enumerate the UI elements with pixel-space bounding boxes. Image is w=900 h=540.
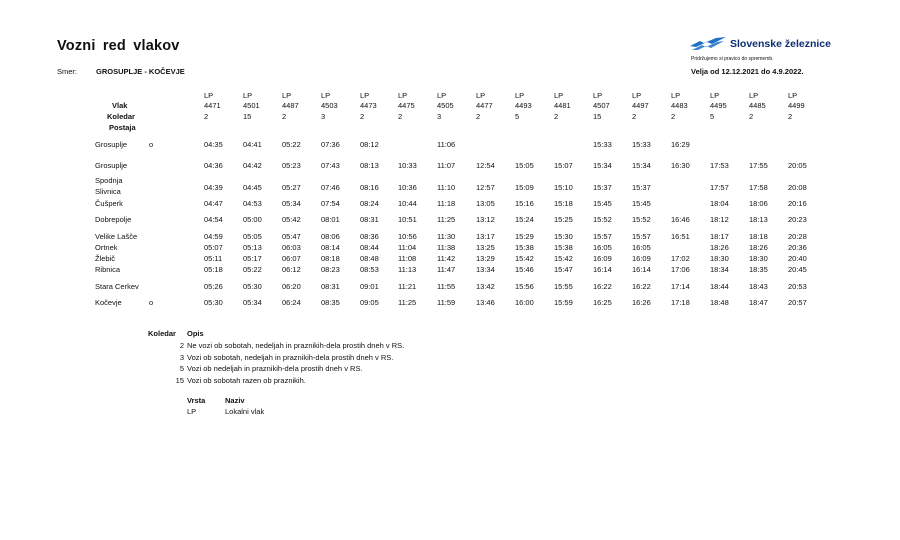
departure-time: 05:26 — [204, 282, 223, 291]
train-cal: 2 — [554, 112, 559, 121]
station-marker: o — [149, 298, 154, 307]
departure-time: 16:09 — [593, 254, 612, 263]
departure-time: 11:08 — [398, 254, 417, 263]
departure-time: 15:07 — [554, 161, 573, 170]
departure-time: 16:30 — [671, 161, 690, 170]
train-type: LP — [243, 91, 253, 100]
train-cal: 3 — [437, 112, 442, 121]
departure-time: 13:46 — [476, 298, 495, 307]
departure-time: 08:16 — [360, 183, 379, 192]
train-type: LP — [515, 91, 525, 100]
departure-time: 16:46 — [671, 215, 690, 224]
departure-time: 09:05 — [360, 298, 379, 307]
departure-time: 17:53 — [710, 161, 729, 170]
departure-time: 11:10 — [437, 183, 456, 192]
station-name: Grosuplje — [95, 161, 128, 170]
departure-time: 11:04 — [398, 243, 417, 252]
departure-time: 11:30 — [437, 232, 456, 241]
departure-time: 11:25 — [437, 215, 456, 224]
departure-time: 13:05 — [476, 199, 495, 208]
departure-time: 15:38 — [554, 243, 573, 252]
departure-time: 18:26 — [749, 243, 768, 252]
station-name: Kočevje — [95, 298, 122, 307]
train-type: LP — [476, 91, 486, 100]
departure-time: 05:17 — [243, 254, 262, 263]
departure-time: 16:14 — [593, 265, 612, 274]
station-name: Čušperk — [95, 199, 123, 208]
departure-time: 15:10 — [554, 183, 573, 192]
departure-time: 04:36 — [204, 161, 223, 170]
departure-time: 15:30 — [554, 232, 573, 241]
departure-time: 09:01 — [360, 282, 379, 291]
train-num: 4471 — [204, 101, 221, 110]
departure-time: 08:01 — [321, 215, 340, 224]
departure-time: 05:18 — [204, 265, 223, 274]
departure-time: 06:07 — [282, 254, 301, 263]
station-name: Ribnica — [95, 265, 121, 274]
departure-time: 04:59 — [204, 232, 223, 241]
departure-time: 04:47 — [204, 199, 223, 208]
departure-time: 07:36 — [321, 140, 340, 149]
departure-time: 16:26 — [632, 298, 651, 307]
train-num: 4487 — [282, 101, 299, 110]
departure-time: 18:47 — [749, 298, 768, 307]
departure-time: 05:34 — [282, 199, 301, 208]
departure-time: 17:06 — [671, 265, 690, 274]
departure-time: 18:44 — [710, 282, 729, 291]
departure-time: 20:05 — [788, 161, 807, 170]
train-type: LP — [671, 91, 681, 100]
departure-time: 04:39 — [204, 183, 223, 192]
departure-time: 11:42 — [437, 254, 456, 263]
departure-time: 04:54 — [204, 215, 223, 224]
departure-time: 20:45 — [788, 265, 807, 274]
departure-time: 15:29 — [515, 232, 534, 241]
departure-time: 15:57 — [632, 232, 651, 241]
departure-time: 08:23 — [321, 265, 340, 274]
legend-type-desc: Lokalni vlak — [225, 407, 265, 416]
train-cal: 15 — [593, 112, 602, 121]
departure-time: 11:55 — [437, 282, 456, 291]
departure-time: 15:55 — [554, 282, 573, 291]
departure-time: 05:34 — [243, 298, 262, 307]
departure-time: 05:42 — [282, 215, 301, 224]
departure-time: 08:14 — [321, 243, 340, 252]
train-num: 4493 — [515, 101, 532, 110]
departure-time: 18:35 — [749, 265, 768, 274]
departure-time: 15:38 — [515, 243, 534, 252]
direction-value: GROSUPLJE - KOČEVJE — [96, 67, 185, 76]
departure-time: 15:56 — [515, 282, 534, 291]
train-num: 4477 — [476, 101, 493, 110]
departure-time: 16:09 — [632, 254, 651, 263]
departure-time: 08:18 — [321, 254, 340, 263]
departure-time: 13:17 — [476, 232, 495, 241]
departure-time: 13:12 — [476, 215, 495, 224]
train-cal: 2 — [749, 112, 754, 121]
station-name: Grosuplje — [95, 140, 128, 149]
departure-time: 08:44 — [360, 243, 379, 252]
calendar-row-label: Koledar — [107, 112, 135, 121]
station-column-label: Postaja — [109, 123, 136, 132]
departure-time: 06:20 — [282, 282, 301, 291]
departure-time: 15:33 — [593, 140, 612, 149]
train-num: 4505 — [437, 101, 454, 110]
departure-time: 15:24 — [515, 215, 534, 224]
train-type: LP — [360, 91, 370, 100]
departure-time: 15:33 — [632, 140, 651, 149]
station-name-line2: Slivnica — [95, 187, 121, 196]
departure-time: 11:25 — [398, 298, 417, 307]
departure-time: 15:16 — [515, 199, 534, 208]
departure-time: 15:25 — [554, 215, 573, 224]
departure-time: 18:06 — [749, 199, 768, 208]
departure-time: 18:30 — [749, 254, 768, 263]
train-num: 4507 — [593, 101, 610, 110]
station-marker: o — [149, 140, 154, 149]
train-num: 4499 — [788, 101, 805, 110]
departure-time: 13:29 — [476, 254, 495, 263]
station-name: Spodnja — [95, 176, 123, 185]
train-cal: 15 — [243, 112, 252, 121]
train-cal: 2 — [476, 112, 481, 121]
train-cal: 2 — [632, 112, 637, 121]
departure-time: 08:36 — [360, 232, 379, 241]
departure-time: 17:02 — [671, 254, 690, 263]
page-title: Vozni red vlakov — [57, 38, 180, 54]
departure-time: 07:54 — [321, 199, 340, 208]
departure-time: 15:45 — [593, 199, 612, 208]
departure-time: 17:14 — [671, 282, 690, 291]
departure-time: 15:37 — [632, 183, 651, 192]
departure-time: 11:38 — [437, 243, 456, 252]
departure-time: 15:37 — [593, 183, 612, 192]
departure-time: 10:36 — [398, 183, 417, 192]
train-type: LP — [321, 91, 331, 100]
train-type: LP — [204, 91, 214, 100]
departure-time: 18:04 — [710, 199, 729, 208]
departure-time: 20:16 — [788, 199, 807, 208]
departure-time: 18:48 — [710, 298, 729, 307]
train-type: LP — [437, 91, 447, 100]
departure-time: 04:41 — [243, 140, 262, 149]
departure-time: 15:05 — [515, 161, 534, 170]
departure-time: 05:27 — [282, 183, 301, 192]
departure-time: 15:18 — [554, 199, 573, 208]
legend-calendar-desc: Vozi ob sobotah, nedeljah in praznikih-dela prostih dneh v RS. — [187, 352, 394, 362]
departure-time: 05:00 — [243, 215, 262, 224]
departure-time: 18:34 — [710, 265, 729, 274]
departure-time: 15:34 — [632, 161, 651, 170]
disclaimer-note: Pridržujemo si pravico do sprememb. — [691, 56, 774, 62]
departure-time: 18:17 — [710, 232, 729, 241]
departure-time: 08:53 — [360, 265, 379, 274]
train-type: LP — [749, 91, 759, 100]
departure-time: 20:28 — [788, 232, 807, 241]
departure-time: 05:11 — [204, 254, 223, 263]
departure-time: 04:45 — [243, 183, 262, 192]
departure-time: 08:13 — [360, 161, 379, 170]
legend-calendar-desc: Vozi ob sobotah razen ob praznikih. — [187, 375, 306, 385]
departure-time: 10:51 — [398, 215, 417, 224]
departure-time: 16:29 — [671, 140, 690, 149]
departure-time: 05:30 — [243, 282, 262, 291]
legend-calendar-desc: Ne vozi ob sobotah, nedeljah in praznikih-dela prostih dneh v RS. — [187, 341, 405, 350]
legend-calendar-code: 5 — [179, 364, 184, 373]
departure-time: 15:52 — [632, 215, 651, 224]
departure-time: 20:57 — [788, 298, 807, 307]
departure-time: 15:52 — [593, 215, 612, 224]
departure-time: 10:56 — [398, 232, 417, 241]
departure-time: 08:24 — [360, 199, 379, 208]
legend-calendar-code: 15 — [175, 375, 184, 385]
departure-time: 18:13 — [749, 215, 768, 224]
train-num: 4483 — [671, 101, 688, 110]
departure-time: 06:03 — [282, 243, 301, 252]
train-cal: 2 — [204, 112, 209, 121]
departure-time: 20:08 — [788, 183, 807, 192]
train-num: 4497 — [632, 101, 649, 110]
departure-time: 07:43 — [321, 161, 340, 170]
departure-time: 05:07 — [204, 243, 223, 252]
train-num: 4503 — [321, 101, 338, 110]
legend-calendar-desc-header: Opis — [187, 329, 204, 338]
departure-time: 12:57 — [476, 183, 495, 192]
departure-time: 08:06 — [321, 232, 340, 241]
departure-time: 15:45 — [632, 199, 651, 208]
train-row-label: Vlak — [112, 101, 128, 110]
departure-time: 10:44 — [398, 199, 417, 208]
railway-logo-icon — [690, 37, 726, 51]
departure-time: 16:22 — [632, 282, 651, 291]
departure-time: 05:30 — [204, 298, 223, 307]
station-name: Dobrepolje — [95, 215, 132, 224]
train-num: 4485 — [749, 101, 766, 110]
departure-time: 17:18 — [671, 298, 690, 307]
legend-type-code: LP — [187, 407, 197, 416]
departure-time: 08:48 — [360, 254, 379, 263]
departure-time: 16:05 — [593, 243, 612, 252]
departure-time: 11:47 — [437, 265, 456, 274]
departure-time: 20:40 — [788, 254, 807, 263]
train-num: 4473 — [360, 101, 377, 110]
train-num: 4495 — [710, 101, 727, 110]
departure-time: 12:54 — [476, 161, 495, 170]
departure-time: 18:30 — [710, 254, 729, 263]
departure-time: 05:05 — [243, 232, 262, 241]
brand-name: Slovenske železnice — [730, 38, 831, 50]
departure-time: 05:22 — [243, 265, 262, 274]
departure-time: 17:57 — [710, 183, 729, 192]
legend-calendar-code: 3 — [179, 352, 184, 362]
departure-time: 17:58 — [749, 183, 768, 192]
departure-time: 06:12 — [282, 265, 301, 274]
train-cal: 2 — [788, 112, 793, 121]
departure-time: 15:09 — [515, 183, 534, 192]
validity-period: Velja od 12.12.2021 do 4.9.2022. — [691, 67, 804, 76]
departure-time: 16:51 — [671, 232, 690, 241]
departure-time: 11:07 — [437, 161, 456, 170]
departure-time: 20:53 — [788, 282, 807, 291]
train-cal: 5 — [515, 112, 520, 121]
train-num: 4481 — [554, 101, 571, 110]
train-type: LP — [398, 91, 408, 100]
departure-time: 08:31 — [321, 282, 340, 291]
station-name: Stara Cerkev — [95, 282, 139, 291]
departure-time: 15:47 — [554, 265, 573, 274]
station-name: Žlebič — [95, 254, 116, 263]
departure-time: 17:55 — [749, 161, 768, 170]
train-cal: 2 — [398, 112, 403, 121]
legend-type-code-header: Vrsta — [187, 396, 206, 405]
train-cal: 2 — [282, 112, 287, 121]
departure-time: 18:43 — [749, 282, 768, 291]
legend-calendar-desc: Vozi ob nedeljah in praznikih-dela prostih dneh v RS. — [187, 364, 363, 373]
train-cal: 2 — [671, 112, 676, 121]
legend-type-desc-header: Naziv — [225, 396, 245, 405]
departure-time: 04:42 — [243, 161, 262, 170]
departure-time: 20:23 — [788, 215, 807, 224]
departure-time: 05:13 — [243, 243, 262, 252]
departure-time: 08:31 — [360, 215, 379, 224]
legend-calendar-code: 2 — [179, 341, 184, 350]
departure-time: 16:22 — [593, 282, 612, 291]
departure-time: 10:33 — [398, 161, 417, 170]
departure-time: 13:42 — [476, 282, 495, 291]
departure-time: 07:46 — [321, 183, 340, 192]
departure-time: 08:35 — [321, 298, 340, 307]
departure-time: 11:13 — [398, 265, 417, 274]
departure-time: 08:12 — [360, 140, 379, 149]
train-num: 4475 — [398, 101, 415, 110]
departure-time: 04:35 — [204, 140, 223, 149]
departure-time: 15:57 — [593, 232, 612, 241]
train-cal: 2 — [360, 112, 365, 121]
departure-time: 05:47 — [282, 232, 301, 241]
train-num: 4501 — [243, 101, 260, 110]
station-name: Velike Lašče — [95, 232, 138, 241]
departure-time: 16:25 — [593, 298, 612, 307]
train-cal: 5 — [710, 112, 715, 121]
departure-time: 05:23 — [282, 161, 301, 170]
train-type: LP — [282, 91, 292, 100]
train-type: LP — [632, 91, 642, 100]
departure-time: 16:14 — [632, 265, 651, 274]
departure-time: 06:24 — [282, 298, 301, 307]
train-cal: 3 — [321, 112, 326, 121]
departure-time: 05:22 — [282, 140, 301, 149]
departure-time: 20:36 — [788, 243, 807, 252]
departure-time: 11:18 — [437, 199, 456, 208]
departure-time: 18:18 — [749, 232, 768, 241]
departure-time: 18:12 — [710, 215, 729, 224]
departure-time: 13:34 — [476, 265, 495, 274]
departure-time: 15:42 — [554, 254, 573, 263]
departure-time: 04:53 — [243, 199, 262, 208]
departure-time: 15:59 — [554, 298, 573, 307]
brand-logo — [690, 37, 831, 51]
train-type: LP — [788, 91, 798, 100]
departure-time: 15:34 — [593, 161, 612, 170]
departure-time: 11:21 — [398, 282, 417, 291]
departure-time: 15:42 — [515, 254, 534, 263]
train-type: LP — [710, 91, 720, 100]
departure-time: 18:26 — [710, 243, 729, 252]
departure-time: 13:25 — [476, 243, 495, 252]
legend-calendar-code-header: Koledar — [148, 329, 176, 338]
departure-time: 16:05 — [632, 243, 651, 252]
departure-time: 15:46 — [515, 265, 534, 274]
station-name: Ortnek — [95, 243, 118, 252]
departure-time: 11:06 — [437, 140, 456, 149]
train-type: LP — [554, 91, 564, 100]
departure-time: 16:00 — [515, 298, 534, 307]
departure-time: 11:59 — [437, 298, 456, 307]
train-type: LP — [593, 91, 603, 100]
direction-label: Smer: — [57, 67, 78, 76]
